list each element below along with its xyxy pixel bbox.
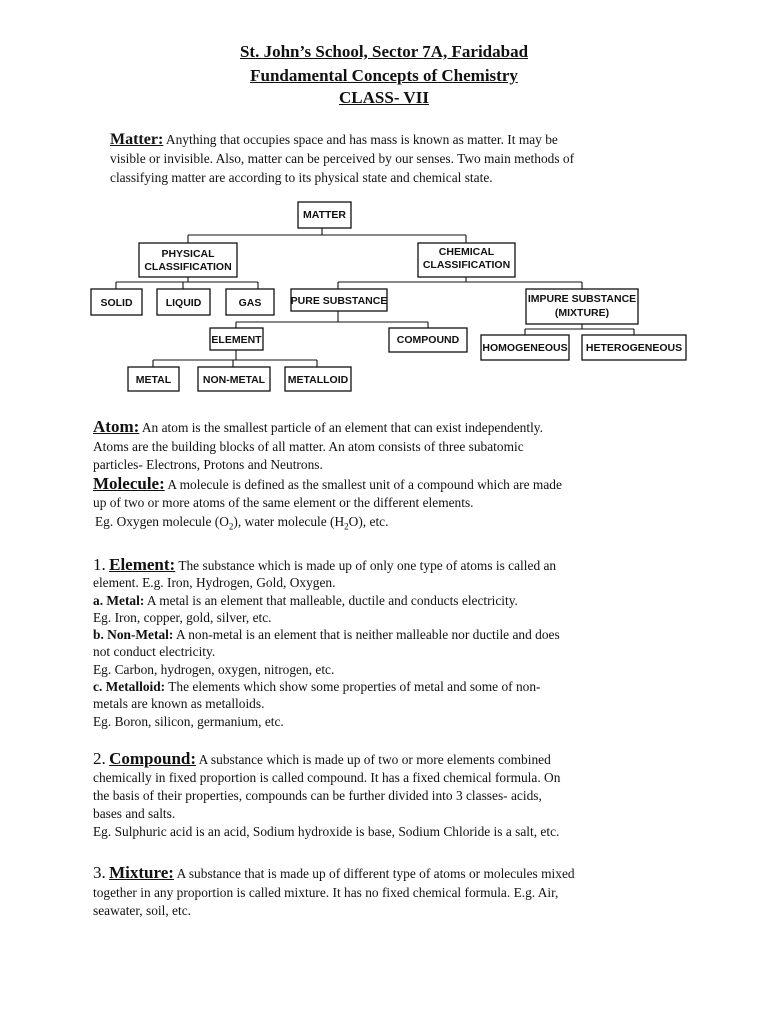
- class-label: CLASS- VII: [339, 88, 429, 107]
- matter-classification-diagram: [0, 195, 768, 400]
- svg-text:CLASSIFICATION: CLASSIFICATION: [144, 261, 232, 273]
- matter-paragraph: [110, 130, 690, 187]
- svg-text:CHEMICAL: CHEMICAL: [438, 246, 495, 258]
- compound-line-4: bases and salts.: [93, 806, 176, 821]
- matter-term: Matter:: [110, 131, 164, 148]
- molecule-line-2: up of two or more atoms of the same element or the different elements.: [93, 495, 474, 510]
- svg-text:COMPOUND: COMPOUND: [396, 334, 460, 346]
- compound-number: 2.: [93, 749, 106, 768]
- compound-line-2: chemically in fixed proportion is called compound. It has a fixed chemical formula. On: [93, 770, 561, 785]
- compound-example: Eg. Sulphuric acid is an acid, Sodium hydroxide is base, Sodium Chloride is a salt, etc.: [93, 824, 560, 839]
- svg-text:CLASSIFICATION: CLASSIFICATION: [422, 259, 511, 271]
- mixture-line-2: together in any proportion is called mixture. It has no fixed chemical formula. E.g. Air,: [93, 884, 559, 900]
- atom-term: Atom:: [93, 417, 140, 436]
- svg-text:GAS: GAS: [238, 297, 262, 309]
- svg-text:METAL: METAL: [135, 374, 172, 386]
- compound-term: Compound:: [109, 749, 197, 768]
- element-term: Element:: [109, 555, 176, 574]
- element-line-1: The substance which is made up of only one type of atoms is called an: [178, 558, 557, 573]
- svg-text:NON-METAL: NON-METAL: [202, 374, 266, 386]
- box-metal: [128, 367, 179, 391]
- svg-text:HOMOGENEOUS: HOMOGENEOUS: [482, 342, 568, 354]
- metalloid-example: Eg. Boron, silicon, germanium, etc.: [93, 713, 284, 729]
- mixture-term: Mixture:: [109, 863, 174, 882]
- metal-label: a. Metal:: [93, 592, 145, 608]
- compound-line-1: A substance which is made up of two or more elements combined: [198, 752, 551, 767]
- box-physical-classification: [139, 243, 237, 277]
- svg-text:(MIXTURE): (MIXTURE): [554, 307, 610, 319]
- atom-line-3: particles- Electrons, Protons and Neutrons.: [93, 457, 323, 472]
- box-pure-substance: [291, 289, 388, 311]
- box-homogeneous: [481, 335, 569, 360]
- molecule-term: Molecule:: [93, 473, 165, 493]
- svg-text:PURE SUBSTANCE: PURE SUBSTANCE: [290, 295, 388, 307]
- document-title: Fundamental Concepts of Chemistry: [250, 66, 518, 85]
- svg-text:HETEROGENEOUS: HETEROGENEOUS: [585, 342, 683, 354]
- atom-line-2: Atoms are the building blocks of all matter. An atom consists of three subatomic: [93, 438, 524, 454]
- metalloid-text: The elements which show some properties of metal and some of non-: [168, 679, 541, 695]
- element-number: 1.: [93, 555, 106, 574]
- molecule-example: Eg. Oxygen molecule $(O_2)$, water molecule $(H_2O)$, etc.: [95, 513, 389, 532]
- atom-line-1: An atom is the smallest particle of an element that can exist independently.: [141, 420, 543, 435]
- nonmetal-text: A non-metal is an element that is neither malleable nor ductile and does: [175, 627, 560, 643]
- mixture-section: [93, 864, 693, 921]
- metal-text: A metal is an element that malleable, ductile and conducts electricity.: [146, 592, 518, 608]
- nonmetal-text-2: not conduct electricity.: [93, 644, 216, 660]
- box-matter: [298, 202, 351, 228]
- molecule-line-1: A molecule is defined as the smallest unit of a compound which are made: [167, 476, 562, 492]
- atom-paragraph: [93, 418, 693, 536]
- svg-text:IMPURE SUBSTANCE: IMPURE SUBSTANCE: [527, 293, 637, 305]
- box-chemical-classification: [418, 243, 515, 277]
- svg-text:PHYSICAL: PHYSICAL: [161, 248, 215, 260]
- nonmetal-label: b. Non-Metal:: [93, 627, 174, 643]
- box-metalloid: [285, 367, 351, 391]
- box-heterogeneous: [582, 335, 686, 360]
- metalloid-label: c. Metalloid:: [93, 679, 166, 695]
- element-line-2: element. E.g. Iron, Hydrogen, Gold, Oxygen.: [93, 575, 336, 591]
- compound-section: [93, 750, 693, 841]
- mixture-line-1: A substance that is made up of different type of atoms or molecules mixed: [176, 866, 575, 881]
- school-name: St. John’s School, Sector 7A, Faridabad: [239, 42, 529, 61]
- compound-line-3: the basis of their properties, compounds can be further divided into 3 classes- acids,: [93, 788, 542, 803]
- metal-example: Eg. Iron, copper, gold, silver, etc.: [93, 609, 272, 625]
- svg-text:METALLOID: METALLOID: [287, 374, 349, 386]
- mixture-number: 3.: [93, 863, 106, 882]
- svg-text:MATTER: MATTER: [303, 209, 346, 221]
- matter-line-3: classifying matter are according to its physical state and chemical state.: [110, 170, 493, 185]
- matter-line-2: visible or invisible. Also, matter can be perceived by our senses. Two main methods of: [110, 151, 575, 166]
- svg-text:SOLID: SOLID: [100, 297, 133, 309]
- box-impure-substance: [526, 289, 638, 324]
- box-non-metal: [198, 367, 270, 391]
- nonmetal-example: Eg. Carbon, hydrogen, oxygen, nitrogen, etc.: [93, 661, 335, 677]
- box-element: [210, 328, 263, 350]
- mixture-line-3: seawater, soil, etc.: [93, 903, 191, 918]
- matter-line-1: Anything that occupies space and has mass is known as matter. It may be: [165, 132, 558, 147]
- box-solid: [91, 289, 142, 315]
- box-compound: [389, 328, 467, 352]
- element-section: [93, 556, 693, 730]
- box-gas: [226, 289, 274, 315]
- box-liquid: [157, 289, 210, 315]
- svg-text:LIQUID: LIQUID: [165, 297, 202, 309]
- metalloid-text-2: metals are known as metalloids.: [93, 696, 265, 712]
- svg-text:ELEMENT: ELEMENT: [211, 334, 262, 346]
